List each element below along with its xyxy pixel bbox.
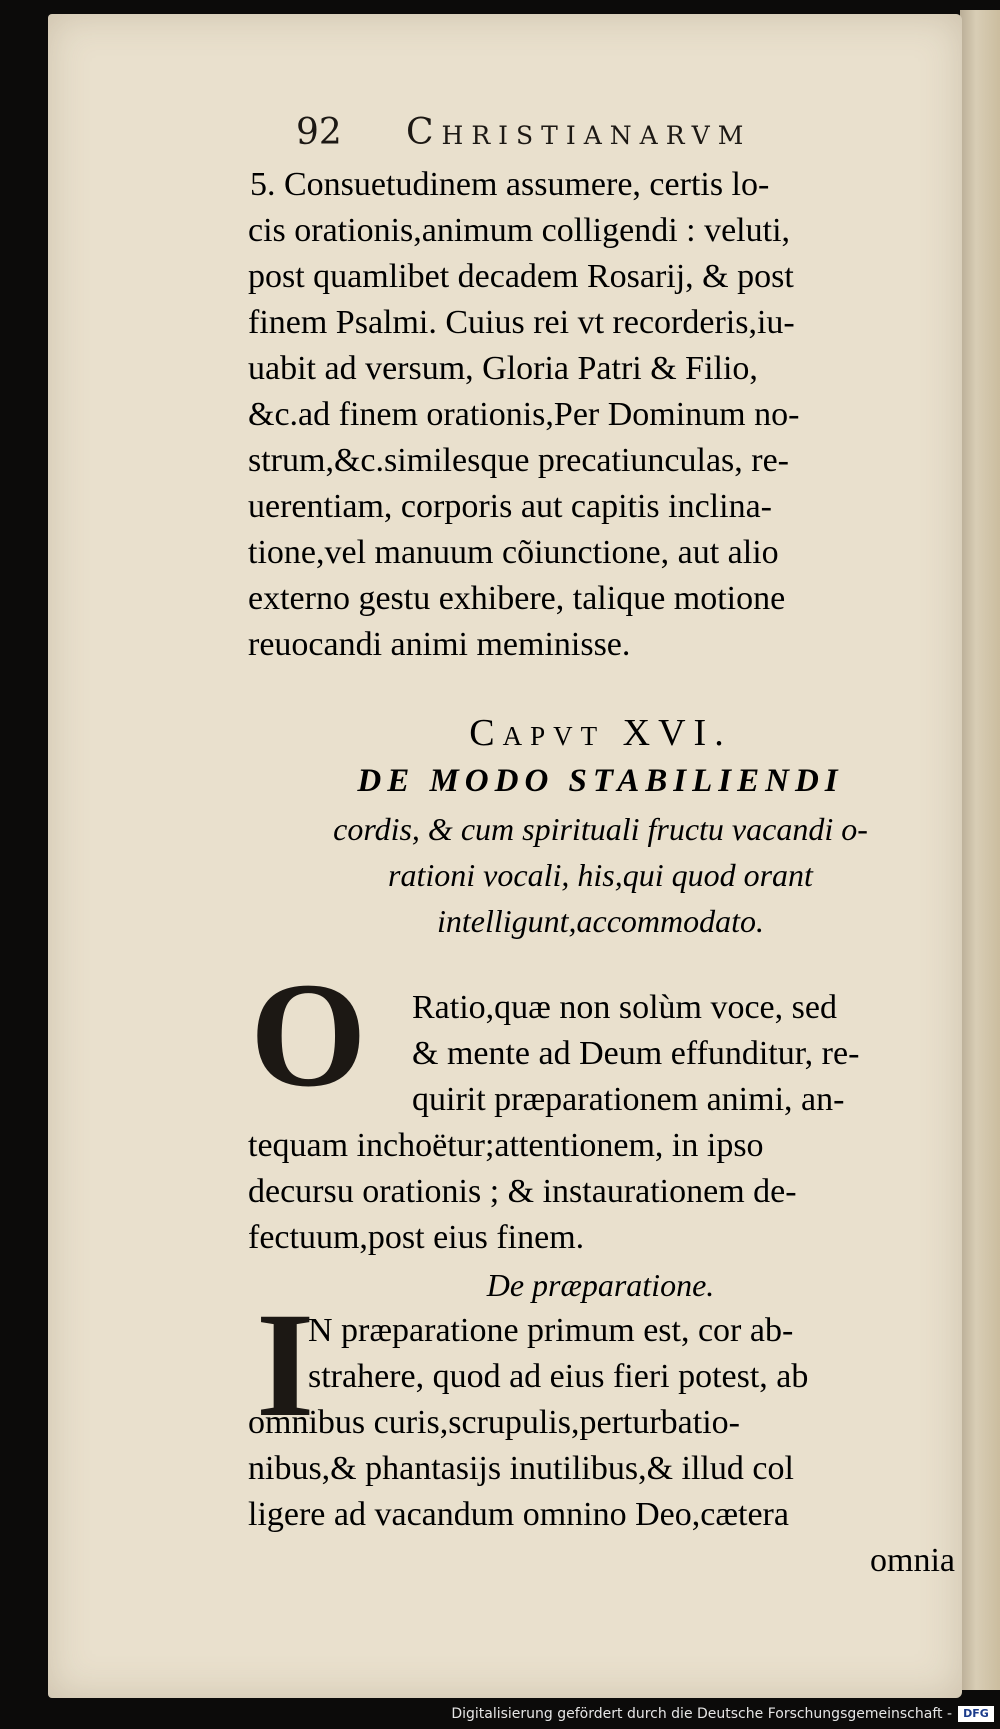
book-edge [960, 10, 1000, 1690]
text-line: ligere ad vacandum omnino Deo,cætera [248, 1496, 789, 1533]
text-line: nibus,& phantasijs inutilibus,& illud col [248, 1450, 794, 1487]
text-line: reuocandi animi meminisse. [248, 626, 631, 663]
chapter-heading: Capvt XVI. [469, 712, 732, 754]
running-header [296, 112, 936, 162]
text-line: quirit præparationem animi, an- [412, 1081, 845, 1118]
running-title: Christianarvm [406, 112, 752, 153]
text-line: cis orationis,animum colligendi : veluti, [248, 212, 791, 249]
dfg-logo: DFG [958, 1706, 994, 1722]
text-line: &c.ad finem orationis,Per Dominum no- [248, 396, 800, 433]
chapter-title-line: DE MODO STABILIENDI [357, 763, 844, 799]
text-line: N præparatione primum est, cor ab- [308, 1312, 794, 1349]
text-line: 5. Consuetudinem assumere, certis lo- [250, 166, 770, 203]
digitization-footer [0, 1702, 1000, 1726]
text-line: strum,&c.similesque precatiunculas, re- [248, 442, 789, 479]
text-line: decursu orationis ; & instaurationem de- [248, 1173, 797, 1210]
text-line: strahere, quod ad eius fieri potest, ab [308, 1358, 809, 1395]
page-number: 92 [296, 112, 342, 153]
text-line: Ratio,quæ non solùm voce, sed [412, 989, 837, 1026]
footer-text: Digitalisierung gefördert durch die Deutsche Forschungsgemeinschaft - [451, 1706, 952, 1722]
text-line: tione,vel manuum cõiunctione, aut alio [248, 534, 779, 571]
chapter-title-line: cordis, & cum spirituali fructu vacandi o- [333, 811, 868, 847]
text-line: post quamlibet decadem Rosarij, & post [248, 258, 794, 295]
section-subheading: De præparatione. [486, 1267, 715, 1303]
text-line: uerentiam, corporis aut capitis inclina- [248, 488, 772, 525]
drop-cap-letter: O [250, 952, 367, 1118]
text-line: externo gestu exhibere, talique motione [248, 580, 786, 617]
chapter-title-line: intelligunt,accommodato. [436, 903, 765, 939]
catchword: omnia [870, 1542, 955, 1579]
drop-cap-letter: I [256, 1282, 315, 1448]
text-line: & mente ad Deum effunditur, re- [412, 1035, 860, 1072]
text-line: omnibus curis,scrupulis,perturbatio- [248, 1404, 740, 1441]
text-line: finem Psalmi. Cuius rei vt recorderis,iu- [248, 304, 795, 341]
chapter-title-line: rationi vocali, his,qui quod orant [388, 857, 813, 893]
text-line: fectuum,post eius finem. [248, 1219, 585, 1256]
text-line: tequam inchoëtur;attentionem, in ipso [248, 1127, 764, 1164]
text-line: uabit ad versum, Gloria Patri & Filio, [248, 350, 758, 387]
